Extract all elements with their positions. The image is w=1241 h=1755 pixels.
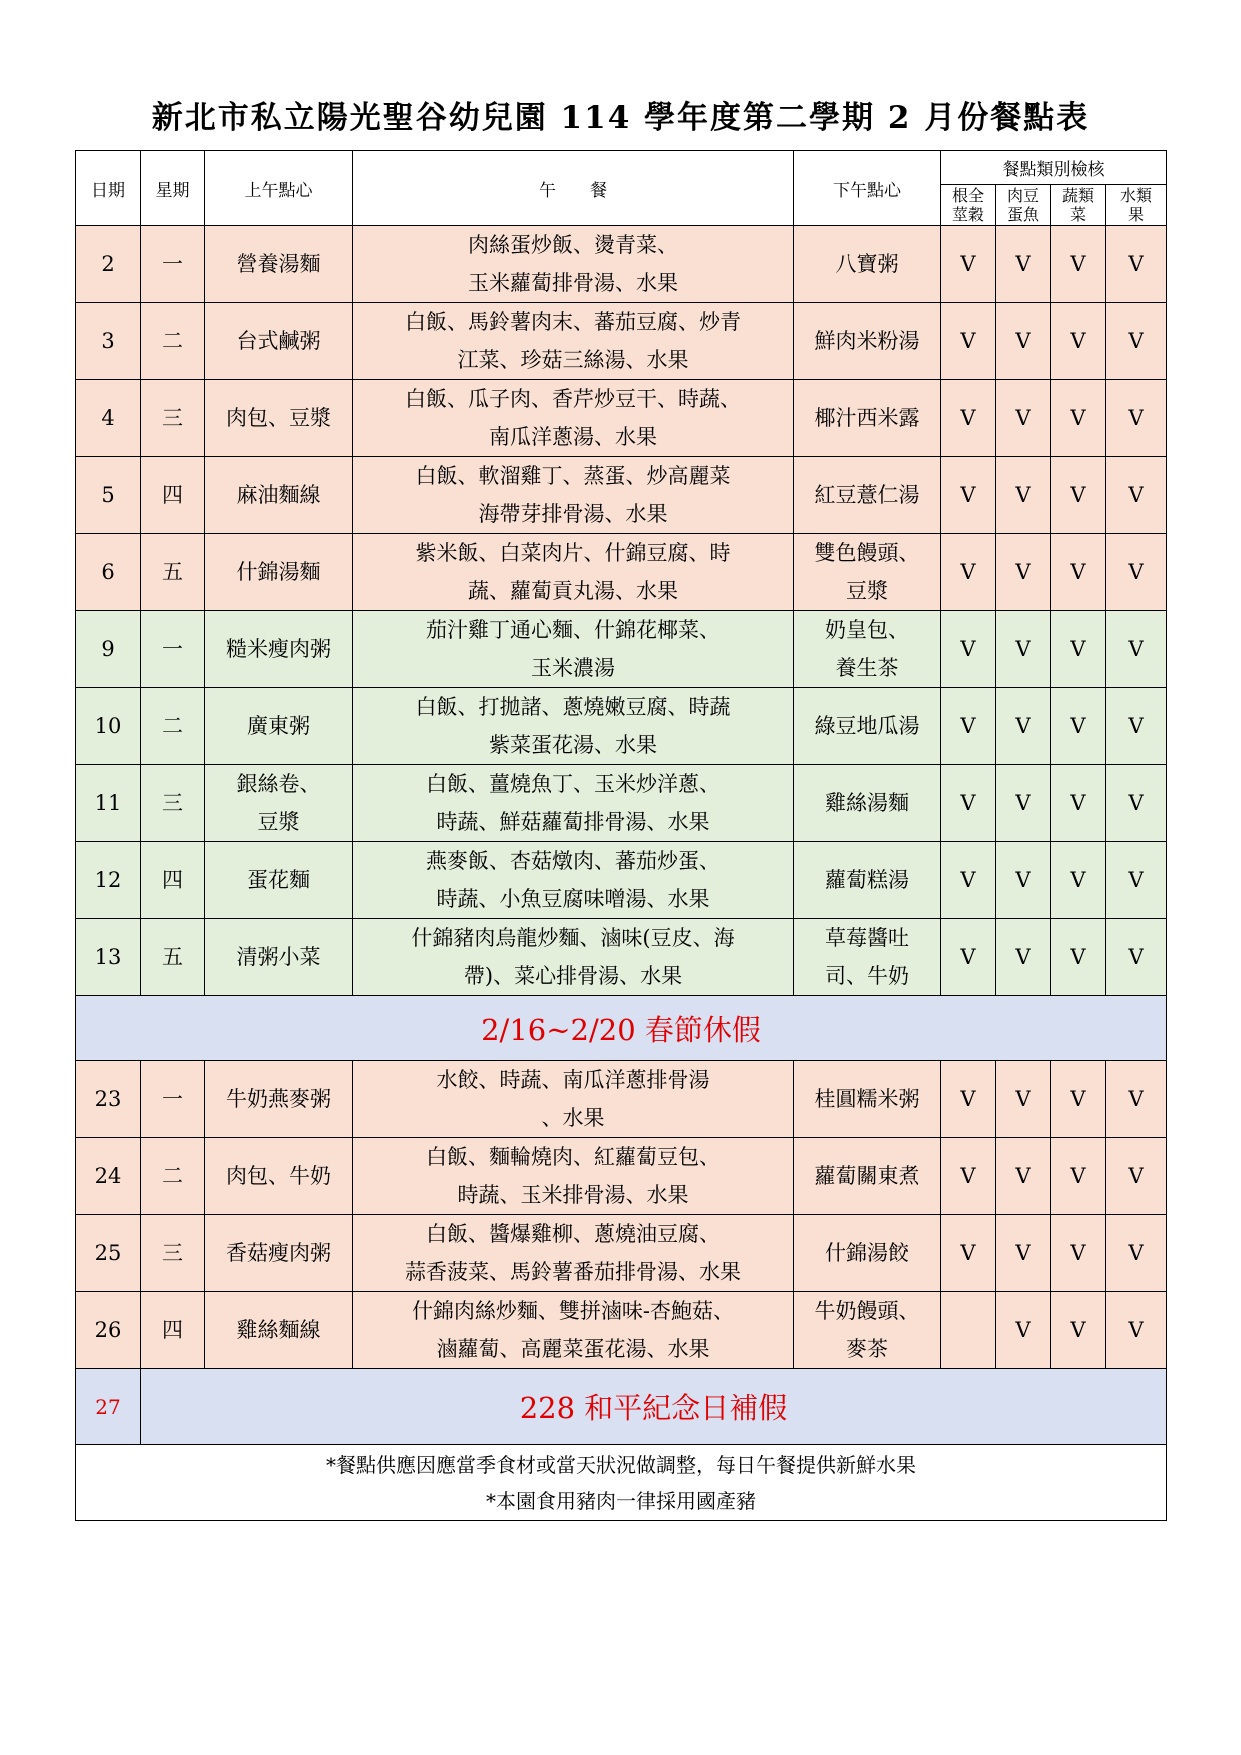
row-date: 26: [76, 1292, 141, 1369]
table-row: [76, 534, 1167, 611]
table-row: [76, 919, 1167, 996]
row-weekday: 四: [141, 842, 205, 919]
row-date: 9: [76, 611, 141, 688]
row-check-protein: V: [996, 1061, 1051, 1138]
menu-table: [75, 150, 1167, 1521]
row-date: 12: [76, 842, 141, 919]
row-lunch: 白飯、瓜子肉、香芹炒豆干、時蔬、 南瓜洋蔥湯、水果: [353, 380, 794, 457]
row-check-protein: V: [996, 303, 1051, 380]
row-lunch: 肉絲蛋炒飯、燙青菜、 玉米蘿蔔排骨湯、水果: [353, 226, 794, 303]
row-check-fruit: V: [1106, 1061, 1167, 1138]
row-check-grain: V: [941, 1138, 996, 1215]
row-check-fruit: V: [1106, 457, 1167, 534]
row-morning: 蛋花麵: [205, 842, 353, 919]
row-check-fruit: V: [1106, 611, 1167, 688]
row-weekday: 一: [141, 1061, 205, 1138]
row-check-vegetable: V: [1051, 303, 1106, 380]
header-cat-fruit: 水類果: [1106, 185, 1167, 226]
row-morning: 肉包、牛奶: [205, 1138, 353, 1215]
row-morning: 銀絲卷、 豆漿: [205, 765, 353, 842]
row-check-grain: V: [941, 534, 996, 611]
table-row: [76, 303, 1167, 380]
row-afternoon: 奶皇包、 養生茶: [794, 611, 941, 688]
row-check-vegetable: V: [1051, 1292, 1106, 1369]
row-check-vegetable: V: [1051, 688, 1106, 765]
row-morning: 什錦湯麵: [205, 534, 353, 611]
header-morning-snack: 上午點心: [205, 151, 353, 226]
row-weekday: 四: [141, 1292, 205, 1369]
row-check-vegetable: V: [1051, 380, 1106, 457]
row-weekday: 二: [141, 303, 205, 380]
row-lunch: 紫米飯、白菜肉片、什錦豆腐、時 蔬、蘿蔔貢丸湯、水果: [353, 534, 794, 611]
row-lunch: 茄汁雞丁通心麵、什錦花椰菜、 玉米濃湯: [353, 611, 794, 688]
holiday-row-spring-festival: [76, 996, 1167, 1061]
row-check-fruit: V: [1106, 765, 1167, 842]
table-row: [76, 457, 1167, 534]
row-check-vegetable: V: [1051, 765, 1106, 842]
table-row: [76, 1215, 1167, 1292]
row-check-protein: V: [996, 842, 1051, 919]
row-morning: 雞絲麵線: [205, 1292, 353, 1369]
row-date: 3: [76, 303, 141, 380]
note-seasonal: *餐點供應因應當季食材或當天狀況做調整，每日午餐提供新鮮水果: [326, 1452, 916, 1477]
row-date: 4: [76, 380, 141, 457]
row-check-vegetable: V: [1051, 226, 1106, 303]
row-afternoon: 紅豆薏仁湯: [794, 457, 941, 534]
row-lunch: 白飯、薑燒魚丁、玉米炒洋蔥、 時蔬、鮮菇蘿蔔排骨湯、水果: [353, 765, 794, 842]
row-afternoon: 什錦湯餃: [794, 1215, 941, 1292]
row-check-grain: V: [941, 919, 996, 996]
row-afternoon: 鮮肉米粉湯: [794, 303, 941, 380]
row-check-vegetable: V: [1051, 611, 1106, 688]
row-check-fruit: V: [1106, 303, 1167, 380]
header-date: 日期: [76, 151, 141, 226]
row-check-protein: V: [996, 226, 1051, 303]
table-row: [76, 842, 1167, 919]
table-row: [76, 765, 1167, 842]
row-date: 23: [76, 1061, 141, 1138]
holiday-row-228: [76, 1369, 1167, 1445]
row-check-grain: V: [941, 688, 996, 765]
row-morning: 牛奶燕麥粥: [205, 1061, 353, 1138]
row-check-vegetable: V: [1051, 1215, 1106, 1292]
table-row: [76, 380, 1167, 457]
notes: [76, 1445, 1167, 1521]
row-lunch: 燕麥飯、杏菇燉肉、蕃茄炒蛋、 時蔬、小魚豆腐味噌湯、水果: [353, 842, 794, 919]
row-afternoon: 雞絲湯麵: [794, 765, 941, 842]
row-check-protein: V: [996, 1138, 1051, 1215]
row-check-vegetable: V: [1051, 457, 1106, 534]
row-afternoon: 桂圓糯米粥: [794, 1061, 941, 1138]
row-lunch: 白飯、醬爆雞柳、蔥燒油豆腐、 蒜香菠菜、馬鈴薯番茄排骨湯、水果: [353, 1215, 794, 1292]
row-check-grain: V: [941, 1061, 996, 1138]
row-check-vegetable: V: [1051, 919, 1106, 996]
row-afternoon: 牛奶饅頭、 麥茶: [794, 1292, 941, 1369]
row-check-fruit: V: [1106, 919, 1167, 996]
row-weekday: 五: [141, 919, 205, 996]
row-lunch: 白飯、麵輪燒肉、紅蘿蔔豆包、 時蔬、玉米排骨湯、水果: [353, 1138, 794, 1215]
row-morning: 台式鹹粥: [205, 303, 353, 380]
header-lunch: 午 餐: [353, 151, 794, 226]
row-check-protein: V: [996, 457, 1051, 534]
row-check-fruit: V: [1106, 226, 1167, 303]
row-weekday: 三: [141, 380, 205, 457]
row-weekday: 三: [141, 1215, 205, 1292]
row-lunch: 白飯、軟溜雞丁、蒸蛋、炒高麗菜 海帶芽排骨湯、水果: [353, 457, 794, 534]
row-check-fruit: V: [1106, 688, 1167, 765]
row-afternoon: 雙色饅頭、 豆漿: [794, 534, 941, 611]
row-check-vegetable: V: [1051, 1061, 1106, 1138]
row-check-grain: V: [941, 842, 996, 919]
row-date: 6: [76, 534, 141, 611]
row-lunch: 白飯、馬鈴薯肉末、蕃茄豆腐、炒青 江菜、珍菇三絲湯、水果: [353, 303, 794, 380]
row-check-protein: V: [996, 534, 1051, 611]
row-check-protein: V: [996, 688, 1051, 765]
row-check-protein: V: [996, 380, 1051, 457]
notes-row: [76, 1445, 1167, 1521]
row-check-grain: V: [941, 611, 996, 688]
row-date: 10: [76, 688, 141, 765]
row-afternoon: 蘿蔔關東煮: [794, 1138, 941, 1215]
row-lunch: 什錦豬肉烏龍炒麵、滷味(豆皮、海 帶)、菜心排骨湯、水果: [353, 919, 794, 996]
table-row: [76, 226, 1167, 303]
row-check-vegetable: V: [1051, 1138, 1106, 1215]
note-pork: *本園食用豬肉一律採用國產豬: [486, 1488, 756, 1513]
row-date: 13: [76, 919, 141, 996]
row-afternoon: 草莓醬吐 司、牛奶: [794, 919, 941, 996]
table-row: [76, 1138, 1167, 1215]
row-date: 24: [76, 1138, 141, 1215]
row-check-grain: V: [941, 303, 996, 380]
row-check-fruit: V: [1106, 1292, 1167, 1369]
row-lunch: 水餃、時蔬、南瓜洋蔥排骨湯 、水果: [353, 1061, 794, 1138]
row-check-fruit: V: [1106, 1138, 1167, 1215]
row-check-fruit: V: [1106, 842, 1167, 919]
row-check-fruit: V: [1106, 534, 1167, 611]
row-morning: 清粥小菜: [205, 919, 353, 996]
row-date: 5: [76, 457, 141, 534]
row-afternoon: 蘿蔔糕湯: [794, 842, 941, 919]
row-morning: 糙米瘦肉粥: [205, 611, 353, 688]
row-check-grain: V: [941, 457, 996, 534]
header-cat-protein: 肉豆蛋魚: [996, 185, 1051, 226]
table-row: [76, 611, 1167, 688]
holiday-text: 228 和平紀念日補假: [141, 1369, 1167, 1445]
row-afternoon: 椰汁西米露: [794, 380, 941, 457]
row-check-protein: V: [996, 611, 1051, 688]
row-date: 2: [76, 226, 141, 303]
row-morning: 廣東粥: [205, 688, 353, 765]
row-check-grain: [941, 1292, 996, 1369]
row-weekday: 一: [141, 611, 205, 688]
row-check-grain: V: [941, 1215, 996, 1292]
row-weekday: 五: [141, 534, 205, 611]
holiday-text: 2/16~2/20 春節休假: [76, 996, 1167, 1061]
row-morning: 香菇瘦肉粥: [205, 1215, 353, 1292]
row-date: 25: [76, 1215, 141, 1292]
table-row: [76, 1061, 1167, 1138]
row-check-protein: V: [996, 1292, 1051, 1369]
row-date: 11: [76, 765, 141, 842]
row-morning: 麻油麵線: [205, 457, 353, 534]
row-weekday: 三: [141, 765, 205, 842]
row-weekday: 二: [141, 1138, 205, 1215]
row-check-protein: V: [996, 919, 1051, 996]
row-check-fruit: V: [1106, 380, 1167, 457]
row-morning: 營養湯麵: [205, 226, 353, 303]
row-weekday: 一: [141, 226, 205, 303]
row-check-vegetable: V: [1051, 842, 1106, 919]
header-cat-grain: 根全莖穀: [941, 185, 996, 226]
row-check-grain: V: [941, 380, 996, 457]
row-afternoon: 八寶粥: [794, 226, 941, 303]
row-check-grain: V: [941, 226, 996, 303]
row-check-protein: V: [996, 765, 1051, 842]
row-morning: 肉包、豆漿: [205, 380, 353, 457]
header-weekday: 星期: [141, 151, 205, 226]
header-cat-vegetable: 蔬類菜: [1051, 185, 1106, 226]
row-weekday: 二: [141, 688, 205, 765]
row-check-fruit: V: [1106, 1215, 1167, 1292]
row-check-grain: V: [941, 765, 996, 842]
row-check-vegetable: V: [1051, 534, 1106, 611]
header-check: 餐點類別檢核: [941, 151, 1167, 185]
holiday-date: 27: [76, 1369, 141, 1445]
row-lunch: 白飯、打拋諸、蔥燒嫩豆腐、時蔬 紫菜蛋花湯、水果: [353, 688, 794, 765]
row-check-protein: V: [996, 1215, 1051, 1292]
page-title: 新北市私立陽光聖谷幼兒園 114 學年度第二學期 2 月份餐點表: [151, 100, 1090, 136]
table-row: [76, 1292, 1167, 1369]
header-afternoon-snack: 下午點心: [794, 151, 941, 226]
row-lunch: 什錦肉絲炒麵、雙拼滷味-杏鮑菇、 滷蘿蔔、高麗菜蛋花湯、水果: [353, 1292, 794, 1369]
table-row: [76, 688, 1167, 765]
row-afternoon: 綠豆地瓜湯: [794, 688, 941, 765]
row-weekday: 四: [141, 457, 205, 534]
